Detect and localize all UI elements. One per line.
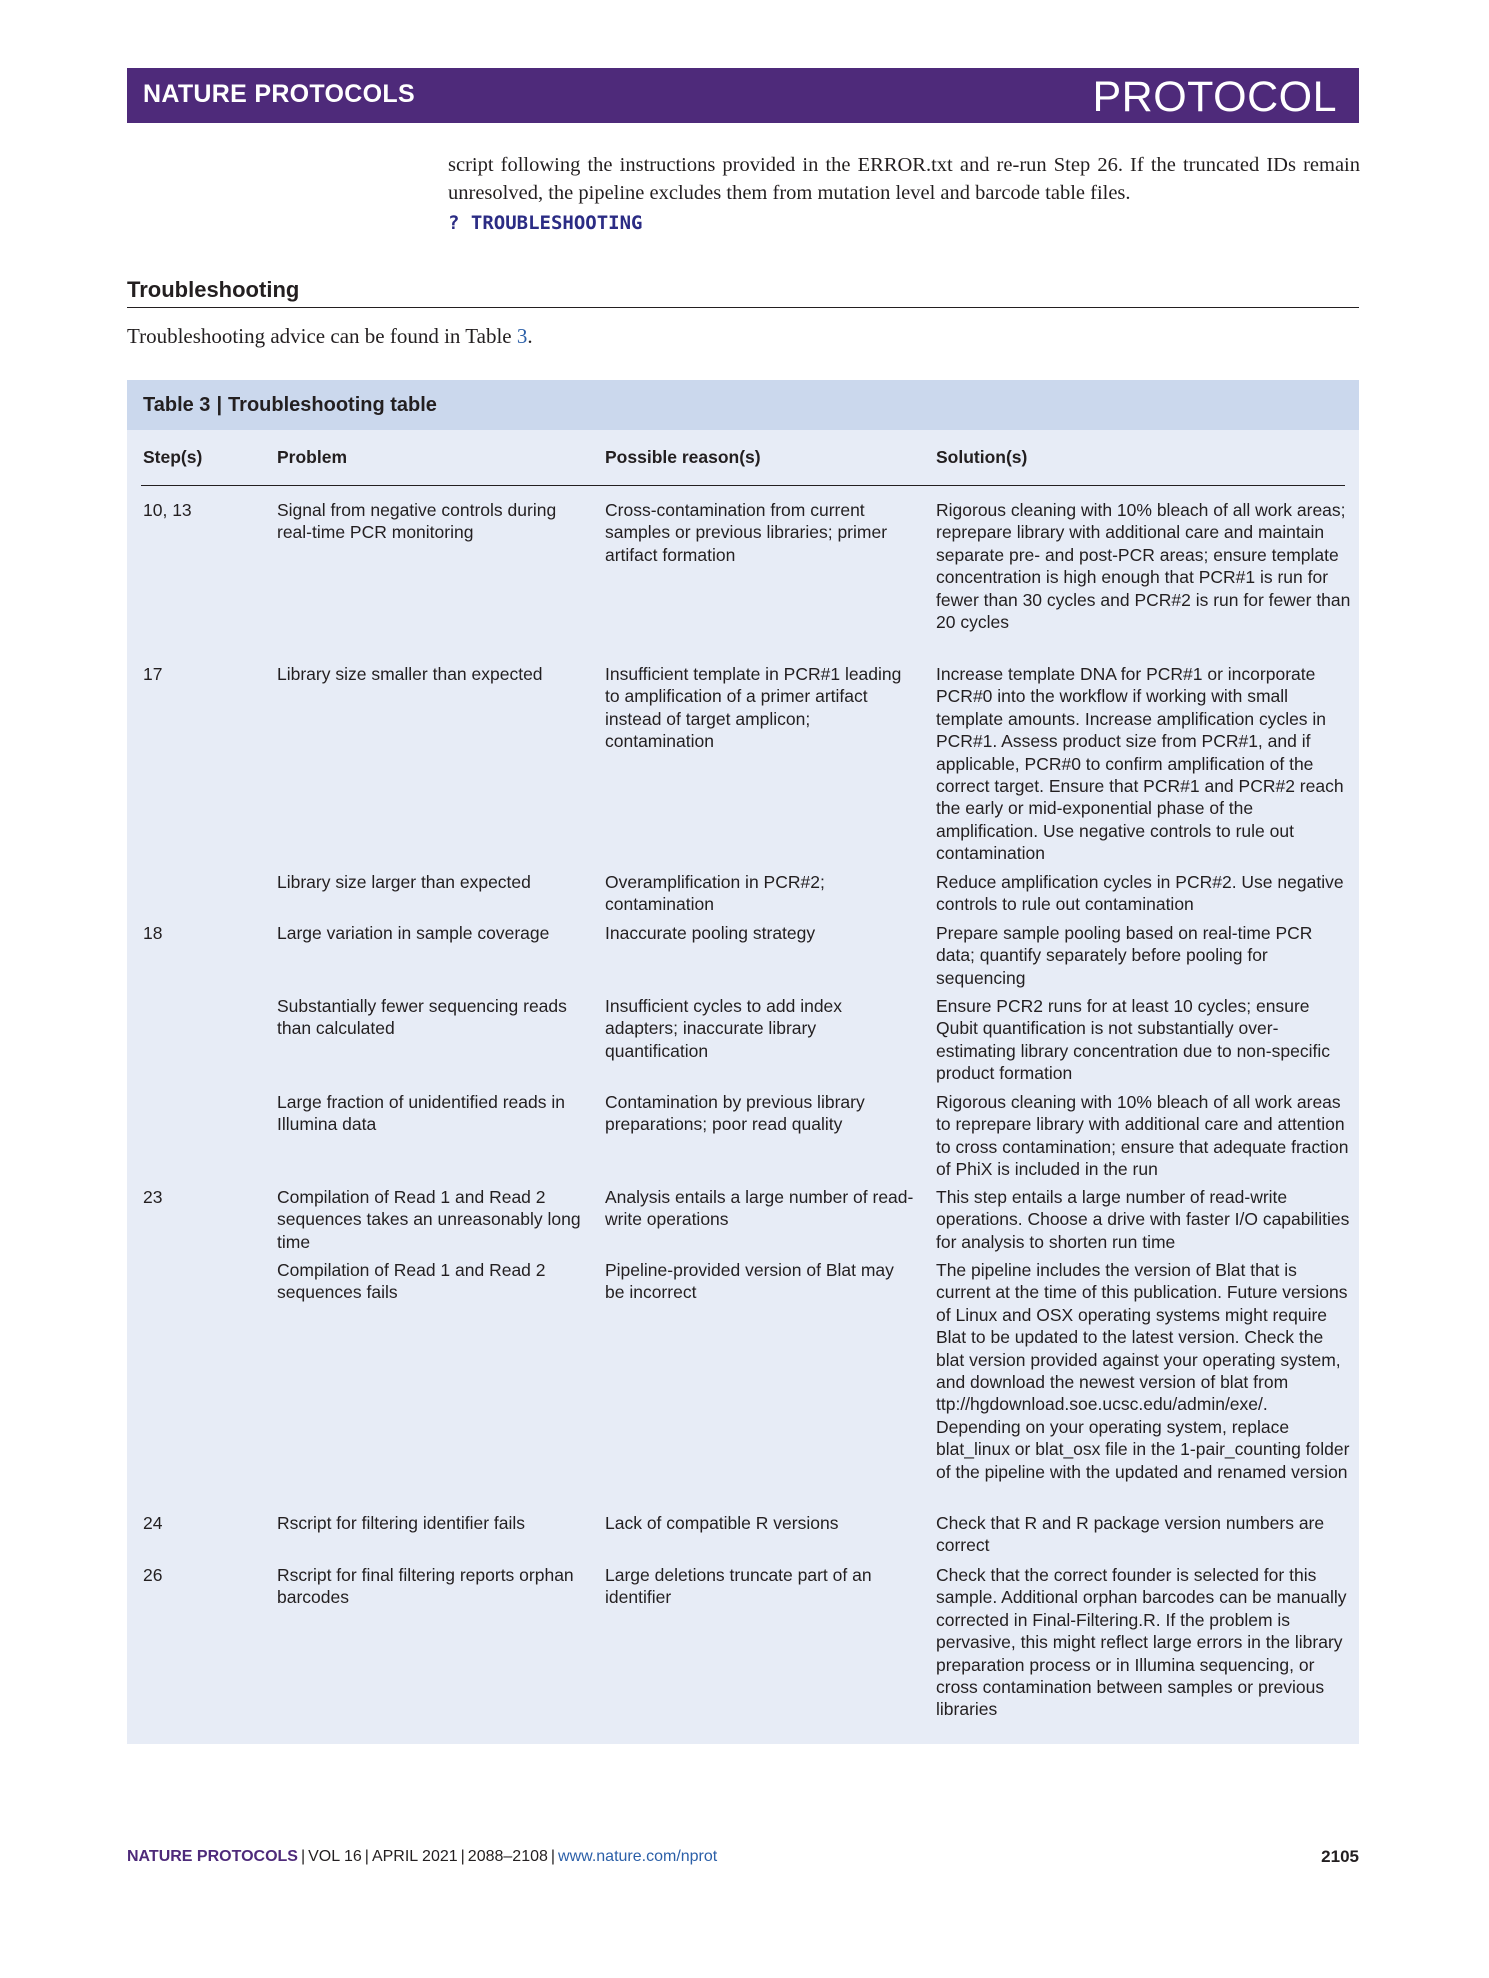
table-cell-solution: The pipeline includes the version of Blat that is current at the time of this publication. Future versions of Linux and OSX operating systems might require Blat to be updated to the latest version. Check the blat version provided against your operating system, and download the newest version of blat from ttp://hgdownload.soe.ucsc.edu/admin/exe/. Depending on your operating system, replace blat_linux or blat_osx file in the 1-pair_counting folder of the pipeline with the updated and renamed version: [936, 1260, 1350, 1482]
intro-suffix: .: [527, 324, 533, 348]
journal-header-bar: [127, 68, 1359, 123]
table-cell-solution: Reduce amplification cycles in PCR#2. Use negative controls to rule out contamination: [936, 872, 1344, 915]
table-cell-reason: Contamination by previous library preparations; poor read quality: [605, 1092, 865, 1135]
table-header-rule: [141, 485, 1345, 486]
table-cell-reason: Overamplification in PCR#2; contamination: [605, 872, 825, 915]
table-cell-solution: This step entails a large number of read-write operations. Choose a drive with faster I/O capabilities for analysis to shorten run time: [936, 1187, 1350, 1252]
table-cell-reason: Lack of compatible R versions: [605, 1513, 839, 1533]
troubleshooting-link[interactable]: ? TROUBLESHOOTING: [448, 212, 643, 234]
table-cell-problem: Rscript for final filtering reports orphan barcodes: [277, 1565, 574, 1608]
table-cell-step: 18: [143, 923, 163, 943]
table-cell-step: 26: [143, 1565, 163, 1585]
troubleshooting-table: [127, 380, 1359, 1744]
table-cell-problem: Substantially fewer sequencing reads than calculated: [277, 996, 567, 1039]
table-cell-problem: Rscript for filtering identifier fails: [277, 1513, 525, 1533]
table-cell-step: 24: [143, 1513, 163, 1533]
table-label: Table 3: [143, 394, 211, 416]
table-cell-problem: Library size larger than expected: [277, 872, 531, 892]
section-heading: Troubleshooting: [127, 277, 300, 302]
table-cell-reason: Pipeline-provided version of Blat may be incorrect: [605, 1260, 894, 1303]
table-cell-solution: Rigorous cleaning with 10% bleach of all work areas; reprepare library with additional care and maintain separate pre- and post-PCR areas; ensure template concentration is high enough that PCR#1 is run for fewer than 30 cycles and PCR#2 is run for fewer than 20 cycles: [936, 500, 1351, 633]
table-cell-problem: Compilation of Read 1 and Read 2 sequences takes an unreasonably long time: [277, 1187, 581, 1252]
footer-journal: NATURE PROTOCOLS: [127, 1848, 298, 1865]
footer-separator: |: [364, 1848, 369, 1865]
table-cell-step: 23: [143, 1187, 163, 1207]
table-cell-step: 17: [143, 664, 163, 684]
table-cell-solution: Prepare sample pooling based on real-time PCR data; quantify separately before pooling for sequencing: [936, 923, 1313, 988]
table-caption-bar: [127, 380, 1359, 430]
table-cell-solution: Increase template DNA for PCR#1 or incorporate PCR#0 into the workflow if working with small template amounts. Increase amplification cycles in PCR#1. Assess product size from PCR#1, and if applicable, PCR#0 to confirm amplification of the correct target. Ensure that PCR#1 and PCR#2 reach the early or mid-exponential phase of the amplification. Use negative controls to rule out contamination: [936, 664, 1344, 864]
footer-volume: VOL 16: [308, 1848, 362, 1865]
table-cell-reason: Cross-contamination from current samples or previous libraries; primer artifact formation: [605, 500, 888, 565]
page-footer: [127, 1848, 717, 1866]
column-header-reason: Possible reason(s): [605, 447, 761, 467]
caption-separator: |: [216, 394, 223, 416]
footer-date: APRIL 2021: [371, 1848, 458, 1865]
table-cell-problem: Signal from negative controls during real-time PCR monitoring: [277, 500, 557, 543]
table-cell-solution: Check that the correct founder is selected for this sample. Additional orphan barcodes can be manually corrected in Final-Filtering.R. If the problem is pervasive, this might reflect large errors in the library preparation process or in Illumina sequencing, or cross contamination between samples or previous libraries: [936, 1565, 1347, 1720]
intro-prefix: Troubleshooting advice can be found in Table: [127, 324, 517, 348]
table-cell-reason: Insufficient cycles to add index adapters; inaccurate library quantification: [605, 996, 843, 1061]
column-header-step: Step(s): [143, 447, 203, 467]
continuation-paragraph: [448, 151, 1360, 237]
table-cell-problem: Large fraction of unidentified reads in Illumina data: [277, 1092, 565, 1135]
footer-url-link[interactable]: www.nature.com/nprot: [558, 1848, 718, 1865]
footer-separator: |: [300, 1848, 306, 1865]
table-cell-problem: Compilation of Read 1 and Read 2 sequences fails: [277, 1260, 546, 1303]
footer-pages: 2088–2108: [467, 1848, 548, 1865]
column-header-problem: Problem: [277, 447, 348, 467]
table-caption: [143, 394, 437, 417]
table-cell-problem: Library size smaller than expected: [277, 664, 543, 684]
table-cell-problem: Large variation in sample coverage: [277, 923, 550, 943]
footer-separator: |: [550, 1848, 556, 1865]
column-header-solution: Solution(s): [936, 447, 1028, 467]
table-cell-reason: Analysis entails a large number of read-write operations: [605, 1187, 914, 1230]
journal-name: NATURE PROTOCOLS: [143, 80, 415, 108]
footer-separator: |: [460, 1848, 465, 1865]
table-cell-solution: Check that R and R package version numbers are correct: [936, 1513, 1325, 1556]
table-cell-reason: Large deletions truncate part of an identifier: [605, 1565, 872, 1608]
continuation-text: script following the instructions provided in the ERROR.txt and re-run Step 26. If the truncated IDs remain unresolved, the pipeline excludes them from mutation level and barcode table files.: [448, 154, 1360, 204]
table-cell-solution: Ensure PCR2 runs for at least 10 cycles; ensure Qubit quantification is not substantially over-estimating library concentration due to non-specific product formation: [936, 996, 1330, 1084]
section-divider: [127, 307, 1359, 308]
page-number: 2105: [1321, 1847, 1359, 1866]
table-cell-step: 10, 13: [143, 500, 192, 520]
table-cell-reason: Insufficient template in PCR#1 leading to amplification of a primer artifact instead of target amplicon; contamination: [605, 664, 902, 752]
table-reference-link[interactable]: 3: [516, 324, 528, 348]
intro-text: [127, 324, 533, 349]
table-cell-solution: Rigorous cleaning with 10% bleach of all work areas to reprepare library with additional care and attention to cross contamination; ensure that adequate fraction of PhiX is included in the run: [936, 1092, 1349, 1180]
article-type: PROTOCOL: [1092, 73, 1337, 121]
table-title: Troubleshooting table: [228, 394, 437, 416]
table-cell-reason: Inaccurate pooling strategy: [605, 923, 816, 943]
